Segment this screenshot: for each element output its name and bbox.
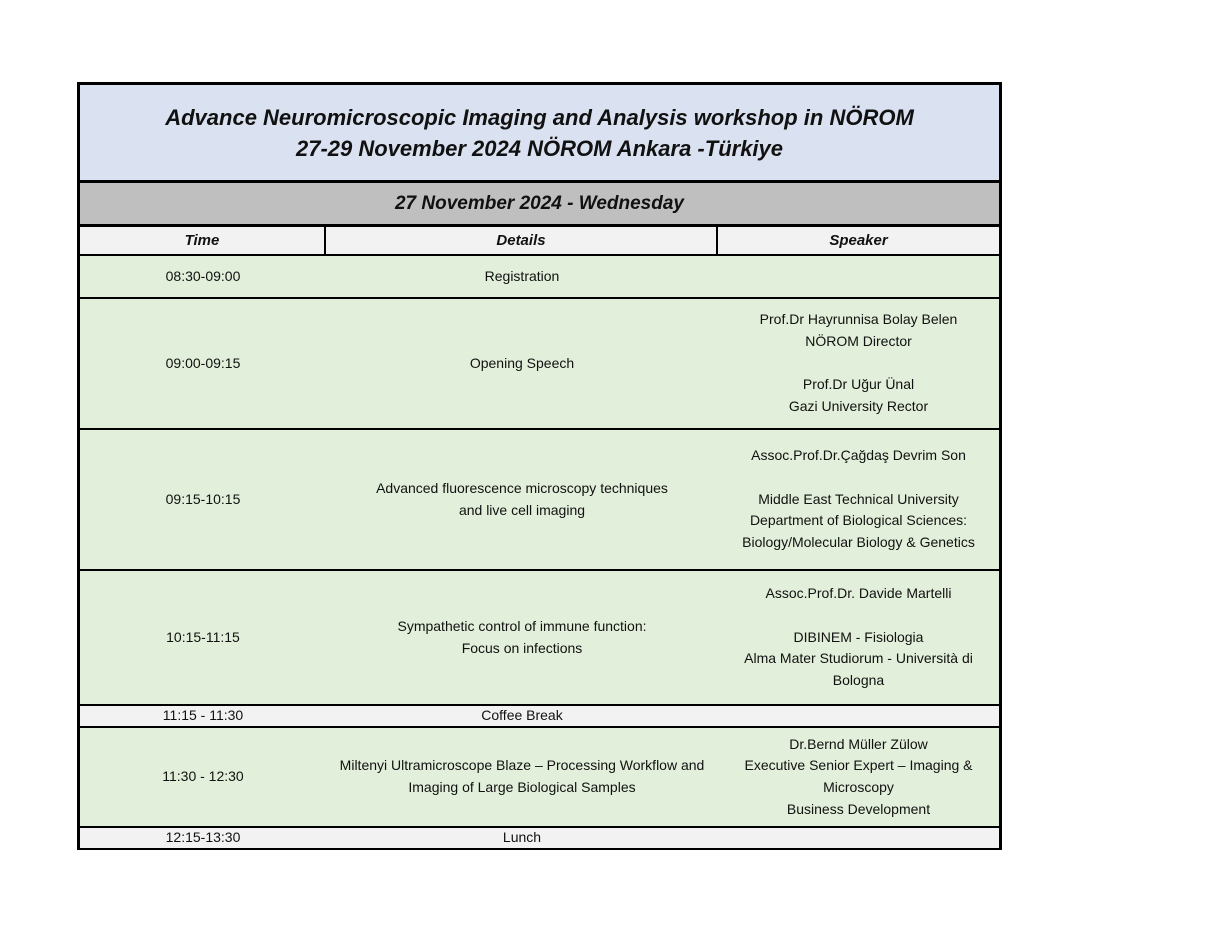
speaker-line: Prof.Dr Uğur Ünal [802,376,915,393]
speaker-line: Dr.Bernd Müller Zülow [789,735,928,752]
time-cell: 10:15-11:15 [166,628,240,645]
header-speaker: Speaker [829,231,888,249]
speaker-line: Business Development [786,800,931,817]
speaker-line: Prof.Dr Hayrunnisa Bolay Belen [759,311,958,328]
speaker-line: DIBINEM - Fisiologia [793,628,924,645]
details-cell [326,430,718,569]
title-block [80,82,999,183]
table-row [80,728,999,828]
speaker-line: Department of Biological Sciences: [749,512,968,529]
speaker-line: Microscopy [823,779,894,795]
speaker-cell [718,571,999,704]
details-cell [326,299,718,428]
speaker-line: Biology/Molecular Biology & Genetics [742,534,975,551]
speaker-cell [718,706,999,726]
speaker-cell [718,728,999,826]
details-line: Coffee Break [481,707,563,724]
header-details: Details [326,227,718,254]
speaker-line: NÖROM Director [805,332,912,349]
details-line: Lunch [502,829,542,846]
details-line: and live cell imaging [458,501,586,518]
speaker-cell [718,430,999,569]
speaker-line: Assoc.Prof.Dr.Çağdaş Devrim Son [751,447,966,464]
speaker-cell [718,256,999,297]
workshop-dates: 27-29 November 2024 NÖROM Ankara -Türkiye [295,135,784,161]
table-row [80,828,999,850]
details-line: Advanced fluorescence microscopy techniques [376,479,668,496]
details-cell [326,828,718,848]
time-cell: 12:15-13:30 [165,829,241,846]
table-row [80,706,999,728]
schedule-sheet [77,82,1002,850]
time-cell: 09:00-09:15 [165,354,241,371]
details-line: Sympathetic control of immune function: [397,617,647,634]
speaker-line: Middle East Technical University [758,490,959,507]
speaker-line: Executive Senior Expert – Imaging & [744,757,973,774]
details-cell [326,256,718,297]
speaker-line: Gazi University Rector [788,398,929,415]
details-cell [326,571,718,704]
details-line: Opening Speech [469,354,575,371]
speaker-line: Alma Mater Studiorum - Università di [744,650,973,667]
time-cell: 08:30-09:00 [165,267,241,284]
table-row [80,571,999,706]
details-cell [326,728,718,826]
day-heading: 27 November 2024 - Wednesday [80,183,999,227]
header-time: Time [80,227,326,254]
details-line: Imaging of Large Biological Samples [408,779,636,795]
time-cell: 11:30 - 12:30 [162,768,244,785]
speaker-cell [718,299,999,428]
table-row [80,430,999,571]
time-cell: 09:15-10:15 [165,490,241,507]
speaker-line: Bologna [832,672,885,689]
speaker-line: Assoc.Prof.Dr. Davide Martelli [765,585,952,602]
details-line: Miltenyi Ultramicroscope Blaze – Processing Workflow and [339,757,705,774]
table-row [80,256,999,299]
speaker-cell [718,828,999,848]
details-line: Focus on infections [461,639,583,656]
workshop-title: Advance Neuromicroscopic Imaging and Analysis workshop in NÖROM [165,104,914,130]
table-row [80,299,999,430]
details-line: Registration [484,267,560,284]
time-cell: 11:15 - 11:30 [162,707,244,724]
schedule-rows [80,256,999,850]
details-cell [326,706,718,726]
table-header-row [80,227,999,256]
